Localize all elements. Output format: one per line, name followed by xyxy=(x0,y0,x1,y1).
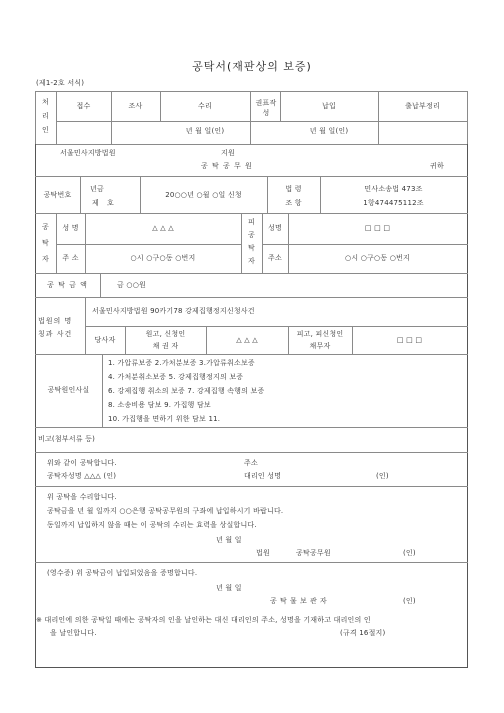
plaintiff-label-2: 채 권 자 xyxy=(152,342,179,350)
custodian-label: 공 탁 물 보 관 자 xyxy=(270,597,328,605)
processor-label-1: 처 xyxy=(42,98,49,106)
acceptance-text-1: 위 공탁을 수리합니다. xyxy=(47,493,117,501)
defendant-value: □ □ □ xyxy=(396,336,423,344)
defendant-label-1: 피고, 피신청인 xyxy=(296,330,344,338)
cause-line-4: 8. 소송비용 담보 9. 가집행 담보 xyxy=(108,401,211,409)
receipt-seal: (인) xyxy=(403,597,416,605)
case-label-2: 칭과 사건 xyxy=(38,330,73,338)
cause-line-1: 1. 가압류보증 2.가처분보증 3.가압류취소보증 xyxy=(108,359,255,367)
form-number: (제1-2호 서식) xyxy=(36,79,85,87)
depositor-name-label: 성 명 xyxy=(62,224,79,232)
receipt-text: (영수증) 위 공탁금이 납입되었음을 증명합니다. xyxy=(47,569,198,577)
depositor-label-3: 자 xyxy=(42,255,49,263)
depositee-label-2: 공 xyxy=(248,231,255,239)
plaintiff-value: △ △ △ xyxy=(236,336,258,344)
depositor-signature-line: 공탁자성명 △△△ (인) xyxy=(47,472,117,480)
application-date: 20○○년 ○월 ○일 신청 xyxy=(165,191,242,199)
processor-label-2: 리 xyxy=(42,112,49,120)
page-title: 공탁서(재판상의 보증) xyxy=(192,60,312,73)
header-receipt: 접수 xyxy=(76,102,91,110)
header-ticket: 권표작성 xyxy=(255,99,277,117)
acceptance-text-2: 공탁금을 년 월 일까지 ○○은행 공탁공무원의 구좌에 납입하시기 바랍니다. xyxy=(47,507,284,515)
depositor-label-2: 탁 xyxy=(42,239,49,247)
case-value: 서울민사지방법원 90카기78 강제집행정지신청사건 xyxy=(92,307,255,315)
amount-value: 금 ○○원 xyxy=(117,281,146,289)
depositee-name-label: 성명 xyxy=(268,224,282,232)
depositor-address: ○시 ○구○동 ○번지 xyxy=(130,254,196,262)
depositee-label-3: 탁 xyxy=(248,244,255,252)
depositee-address-label: 주소 xyxy=(268,254,282,262)
receipt-date-line: 년 월 일 xyxy=(216,584,242,592)
payment-date: 년 월 일(인) xyxy=(309,127,349,135)
declaration-address-label: 주소 xyxy=(244,459,258,467)
acceptance-officer: 공탁공무원 xyxy=(296,549,331,557)
deposit-officer: 공 탁 공 무 원 xyxy=(201,162,253,170)
cause-line-5: 10. 가집행을 면하기 위한 담보 11. xyxy=(108,415,221,423)
court-branch: 지원 xyxy=(221,149,235,157)
remarks-label: 비고(첨부서류 등) xyxy=(38,435,96,443)
agent-name-label: 대리인 성명 xyxy=(244,472,282,480)
cause-label: 공탁원인사실 xyxy=(47,386,90,394)
number-label: 제 호 xyxy=(92,199,117,207)
header-review: 조사 xyxy=(128,102,143,110)
amount-label: 공 탁 금 액 xyxy=(47,281,88,289)
footnote-line-1: ※ 대리인에 의한 공탁일 때에는 공탁자의 인을 날인하는 대신 대리인의 주소, 성명을 기재하고 대리인의 인 xyxy=(36,616,371,624)
party-label: 당사자 xyxy=(94,336,116,344)
acceptance-date: 년 월 일(인) xyxy=(185,127,225,135)
cause-line-2: 4. 가처분취소보증 5. 강제집행정지의 보증 xyxy=(108,373,244,381)
cause-line-3: 6. 강제집행 취소의 보증 7. 강제집행 속행의 보증 xyxy=(108,387,265,395)
court-name: 서울민사지방법원 xyxy=(60,149,116,157)
header-acceptance: 수리 xyxy=(198,102,212,110)
deposit-number-label: 공탁번호 xyxy=(43,191,72,199)
acceptance-court: 법원 xyxy=(256,549,270,557)
plaintiff-label-1: 원고, 신청인 xyxy=(145,330,186,338)
law-value-1: 민사소송법 473조 xyxy=(364,185,423,193)
acceptance-date-line: 년 월 일 xyxy=(216,536,242,544)
declaration-text: 위와 같이 공탁합니다. xyxy=(47,459,117,467)
processor-label-3: 인 xyxy=(42,126,49,134)
agent-seal: (인) xyxy=(376,472,389,480)
law-label-2: 조 항 xyxy=(285,199,302,207)
year-label: 년금 xyxy=(90,185,104,193)
header-ledger: 출납부정리 xyxy=(405,102,440,110)
case-label-1: 법원의 명 xyxy=(38,317,73,325)
footnote-line-2: 을 날인합니다. xyxy=(50,629,97,637)
depositee-address: ○시 ○구○동 ○번지 xyxy=(345,254,410,262)
depositee-label-1: 피 xyxy=(248,218,255,226)
acceptance-text-3: 동일까지 납입하지 않을 때는 이 공탁의 수리는 효력을 상실합니다. xyxy=(47,521,257,529)
law-value-2: 1항474475112조 xyxy=(363,199,424,207)
paper-size-note: (규격 16절지) xyxy=(340,629,386,637)
addressee-honorific: 귀하 xyxy=(430,162,444,170)
depositor-label-1: 공 xyxy=(42,223,49,231)
depositee-name: □ □ □ xyxy=(364,224,391,232)
header-payment: 납입 xyxy=(322,102,336,110)
defendant-label-2: 채무자 xyxy=(309,342,331,350)
depositor-address-label: 주 소 xyxy=(62,254,79,262)
law-label-1: 법 령 xyxy=(285,185,302,193)
acceptance-seal: (인) xyxy=(403,549,416,557)
depositee-label-4: 자 xyxy=(248,257,255,265)
depositor-name: △ △ △ xyxy=(152,224,174,232)
